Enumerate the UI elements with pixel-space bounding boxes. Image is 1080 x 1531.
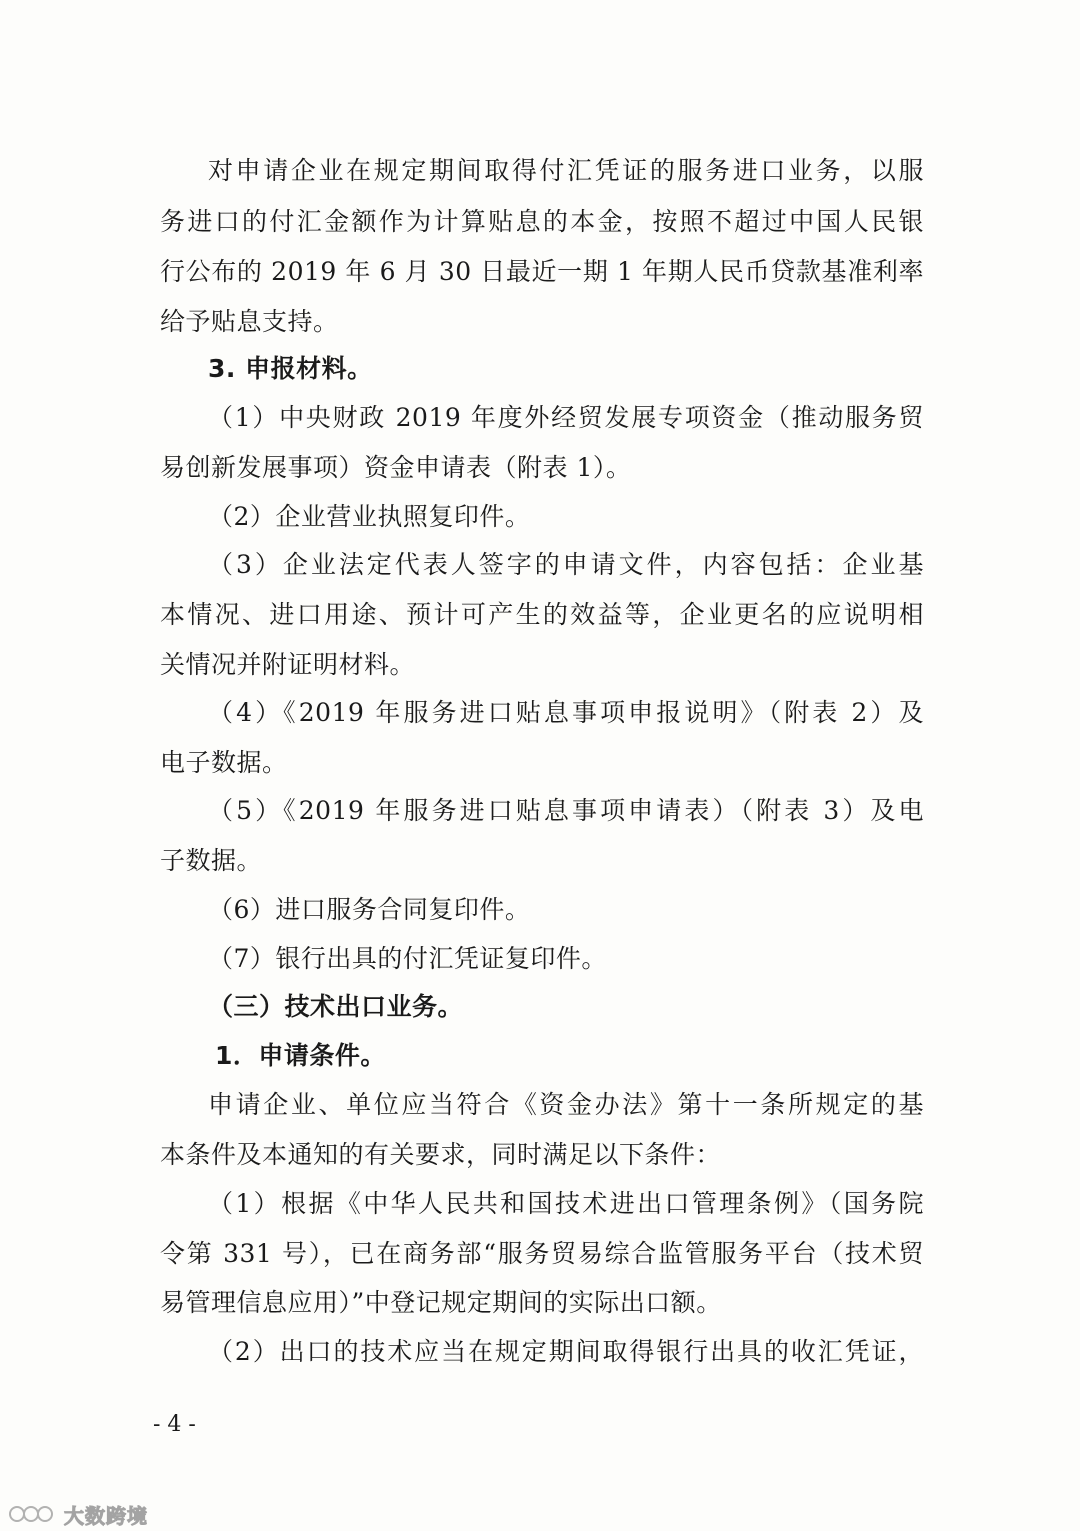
- paragraph-line: 关情况并附证明材料。: [160, 650, 416, 679]
- watermark: [8, 1500, 148, 1528]
- paragraph-line: 本情况、进口用途、预计可产生的效益等，企业更名的应说明相: [160, 600, 924, 629]
- list-item: （3）企业法定代表人签字的申请文件，内容包括：企业基: [208, 550, 924, 579]
- paragraph-line: 务进口的付汇金额作为计算贴息的本金，按照不超过中国人民银: [160, 207, 924, 236]
- watermark-text: 大数跨境: [64, 1503, 148, 1528]
- watermark-logo-icon: [8, 1502, 58, 1526]
- list-item: （1）中央财政 2019 年度外经贸发展专项资金（推动服务贸: [208, 403, 924, 432]
- paragraph-line: 行公布的 2019 年 6 月 30 日最近一期 1 年期人民币贷款基准利率: [160, 257, 924, 286]
- paragraph-line: 子数据。: [160, 846, 263, 875]
- paragraph-line: 电子数据。: [160, 748, 288, 777]
- list-item: （1）根据《中华人民共和国技术进出口管理条例》（国务院: [208, 1189, 924, 1218]
- page-number: - 4 -: [153, 1412, 196, 1437]
- paragraph-line: 对申请企业在规定期间取得付汇凭证的服务进口业务，以服: [208, 156, 924, 185]
- list-item: （4）《2019 年服务进口贴息事项申报说明》（附表 2）及: [208, 698, 924, 727]
- section-heading: （三）技术出口业务。: [208, 992, 464, 1021]
- paragraph-line: 申请企业、单位应当符合《资金办法》第十一条所规定的基: [208, 1090, 924, 1119]
- list-item: （2）企业营业执照复印件。: [208, 502, 531, 531]
- paragraph-line: 易创新发展事项）资金申请表（附表 1）。: [160, 453, 632, 482]
- section-heading: 3. 申报材料。: [208, 354, 373, 383]
- list-item: （7）银行出具的付汇凭证复印件。: [208, 944, 607, 973]
- list-item: （2）出口的技术应当在规定期间取得银行出具的收汇凭证，: [208, 1337, 924, 1366]
- list-item: （5）《2019 年服务进口贴息事项申请表）（附表 3）及电: [208, 796, 924, 825]
- paragraph-line: 本条件及本通知的有关要求，同时满足以下条件：: [160, 1140, 722, 1169]
- paragraph-line: 令第 331 号），已在商务部“服务贸易综合监管服务平台（技术贸: [160, 1239, 924, 1268]
- paragraph-line: 给予贴息支持。: [160, 307, 339, 336]
- paragraph-line: 易管理信息应用）”中登记规定期间的实际出口额。: [160, 1288, 722, 1317]
- list-item: （6）进口服务合同复印件。: [208, 895, 531, 924]
- subsection-heading: 1．申请条件。: [215, 1041, 386, 1070]
